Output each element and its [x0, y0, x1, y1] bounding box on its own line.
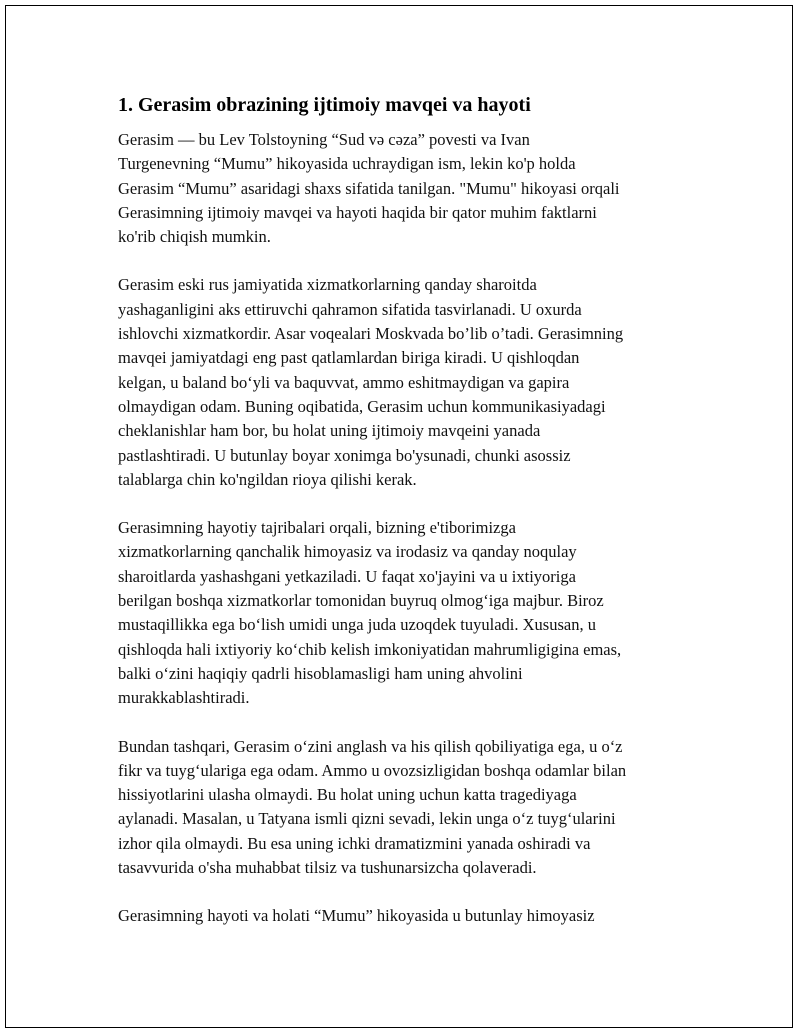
text-line: Gerasim — bu Lev Tolstoyning “Sud və cəza” povesti va Ivan: [118, 130, 530, 149]
text-line: mavqei jamiyatdagi eng past qatlamlardan biriga kiradi. U qishloqdan: [118, 348, 580, 368]
text-line: pastlashtiradi. U butunlay boyar xonimga bo'ysunadi, chunki asossiz: [118, 445, 571, 465]
text-line: fikr va tuyg‘ulariga ega odam. Ammo u ovozsizligidan boshqa odamlar bilan: [118, 760, 627, 780]
paragraph-5: [118, 904, 678, 928]
paragraph-4: [118, 735, 678, 881]
section-title: 1. Gerasim obrazining ijtimoiy mavqei va hayoti: [118, 94, 531, 116]
document-body: [118, 92, 678, 953]
text-line: Turgenevning “Mumu” hikoyasida uchraydigan ism, lekin ko'p holda: [118, 154, 576, 174]
text-line: Bundan tashqari, Gerasim o‘zini anglash va his qilish qobiliyatiga ega, u o‘z: [118, 736, 623, 756]
text-line: murakkablashtiradi.: [118, 688, 250, 708]
text-line: hissiyotlarini ulasha olmaydi. Bu holat uning uchun katta tragediyaga: [118, 785, 577, 805]
text-line: sharoitlarda yashashgani yetkaziladi. U faqat xo'jayini va u ixtiyoriga: [118, 566, 576, 586]
paragraph-1: [118, 128, 678, 249]
text-line: cheklanishlar ham bor, bu holat uning ijtimoiy mavqeini yanada: [118, 421, 541, 441]
text-line: Gerasim eski rus jamiyatida xizmatkorlarning qanday sharoitda: [118, 275, 537, 295]
text-line: tasavvurida o'sha muhabbat tilsiz va tushunarsizcha qolaveradi.: [118, 858, 537, 878]
text-line: izhor qila olmaydi. Bu esa uning ichki dramatizmini yanada oshiradi va: [118, 833, 591, 853]
text-line: berilgan boshqa xizmatkorlar tomonidan buyruq olmog‘iga majbur. Biroz: [118, 591, 604, 611]
paragraph-2: [118, 273, 678, 492]
text-line: yashaganligini aks ettiruvchi qahramon sifatida tasvirlanadi. U oxurda: [118, 299, 582, 319]
text-line: mustaqillikka ega bo‘lish umidi unga juda uzoqdek tuyuladi. Xususan, u: [118, 615, 596, 635]
text-line: qishloqda hali ixtiyoriy ko‘chib kelish imkoniyatidan mahrumligigina emas,: [118, 639, 622, 659]
text-line: xizmatkorlarning qanchalik himoyasiz va irodasiz va qanday noqulay: [118, 542, 577, 562]
text-line: Gerasimning hayotiy tajribalari orqali, bizning e'tiborimizga: [118, 518, 516, 538]
text-line: Gerasim “Mumu” asaridagi shaxs sifatida tanilgan. "Mumu" hikoyasi orqali: [118, 178, 620, 198]
text-line: Gerasimning ijtimoiy mavqei va hayoti haqida bir qator muhim faktlarni: [118, 202, 597, 222]
text-line: talablarga chin ko'ngildan rioya qilishi kerak.: [118, 469, 417, 489]
paragraph-3: [118, 516, 678, 710]
text-line: balki o‘zini haqiqiy qadrli hisoblamasligi ham uning ahvolini: [118, 663, 523, 683]
text-line: Gerasimning hayoti va holati “Mumu” hikoyasida u butunlay himoyasiz: [118, 906, 595, 926]
text-line: ko'rib chiqish mumkin.: [118, 227, 271, 247]
text-line: olmaydigan odam. Buning oqibatida, Gerasim uchun kommunikasiyadagi: [118, 396, 606, 416]
text-line: ishlovchi xizmatkordir. Asar voqealari Moskvada bo’lib o’tadi. Gerasimning: [118, 324, 624, 344]
text-line: kelgan, u baland bo‘yli va baquvvat, ammo eshitmaydigan va gapira: [118, 372, 570, 392]
text-line: aylanadi. Masalan, u Tatyana ismli qizni sevadi, lekin unga o‘z tuyg‘ularini: [118, 809, 616, 829]
